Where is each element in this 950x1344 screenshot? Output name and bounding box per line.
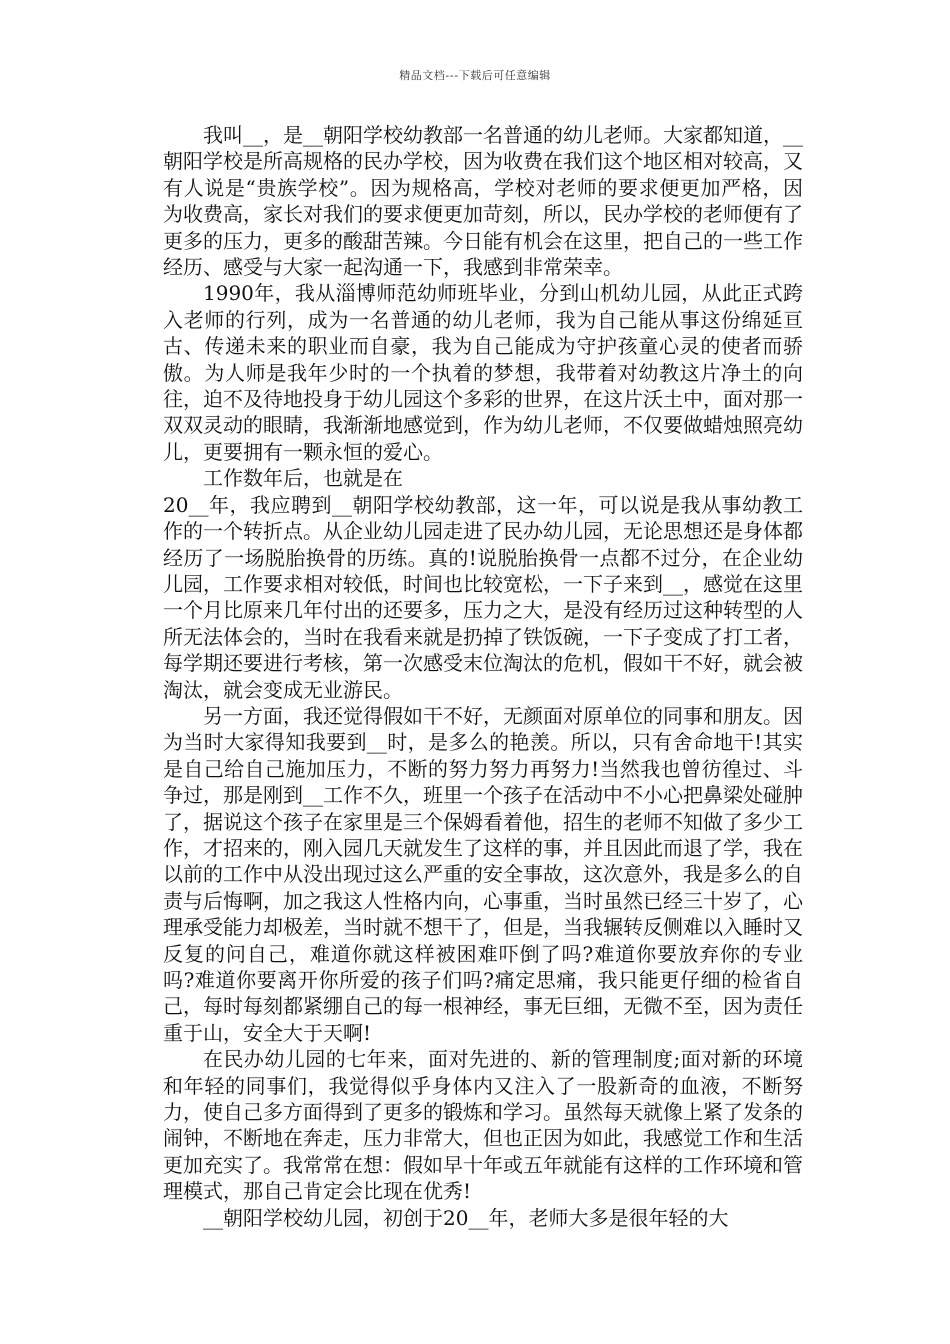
paragraph-career-start: 1990年，我从淄博师范幼师班毕业，分到山机幼儿园，从此正式跨入老师的行列，成为一名普通的幼儿老师，我为自己能从事这份绵延亘古、传递未来的职业而自豪，我为自己能成为守护孩童心灵的使者而骄傲。为人师是我年少时的一个执着的梦想，我带着对幼教这片净土的向往，迫不及待地投身于幼儿园这个多彩的世界，在这片沃土中，面对那一双双灵动的眼睛，我渐渐地感觉到，作为幼儿老师，不仅要做蜡烛照亮幼儿，更要拥有一颗永恒的爱心。 bbox=[163, 281, 803, 464]
document-body bbox=[163, 122, 803, 1231]
paragraph-turning-point: 20__年，我应聘到__朝阳学校幼教部，这一年，可以说是我从事幼教工作的一个转折点。从企业幼儿园走进了民办幼儿园，无论思想还是身体都经历了一场脱胎换骨的历练。真的!说脱胎换骨一点都不过分，在企业幼儿园，工作要求相对较低，时间也比较宽松，一下子来到__，感觉在这里一个月比原来几年付出的还要多，压力之大，是没有经历过这种转型的人所无法体会的，当时在我看来就是扔掉了铁饭碗，一下子变成了打工者，每学期还要进行考核，第一次感受末位淘汰的危机，假如干不好，就会被淘汰，就会变成无业游民。 bbox=[163, 492, 803, 702]
paragraph-pressure: 另一方面，我还觉得假如干不好，无颜面对原单位的同事和朋友。因为当时大家得知我要到__时，是多么的艳羡。所以，只有舍命地干!其实是自己给自己施加压力，不断的努力努力再努力!当然我也曾彷徨过、斗争过，那是刚到__工作不久，班里一个孩子在活动中不小心把鼻梁处碰肿了，据说这个孩子在家里是三个保姆看着他，招生的老师不知做了多少工作，才招来的，刚入园几天就发生了这样的事，并且因此而退了学，我在以前的工作中从没出现过这么严重的安全事故，这次意外，我是多么的自责与后悔啊，加之我这人性格内向，心事重，当时虽然已经三十岁了，心理承受能力却极差，当时就不想干了，但是，当我辗转反侧难以入睡时又反复的问自己，难道你就这样被困难吓倒了吗?难道你要放弃你的专业吗?难道你要离开你所爱的孩子们吗?痛定思痛，我只能更仔细的检省自己，每时每刻都紧绷自己的每一根神经，事无巨细，无微不至，因为责任重于山，安全大于天啊! bbox=[163, 703, 803, 1045]
paragraph-kindergarten: __朝阳学校幼儿园，初创于20__年，老师大多是很年轻的大 bbox=[203, 1205, 729, 1230]
paragraph-introduction: 我叫__，是__朝阳学校幼教部一名普通的幼儿老师。大家都知道，__朝阳学校是所高规格的民办学校，因为收费在我们这个地区相对较高，又有人说是“贵族学校”。因为规格高，学校对老师的要求便更加严格，因为收费高，家长对我们的要求便更加苛刻，所以，民办学校的老师便有了更多的压力，更多的酸甜苦辣。今日能有机会在这里，把自己的一些工作经历、感受与大家一起沟通一下，我感到非常荣幸。 bbox=[163, 123, 803, 280]
paragraph-seven-years: 在民办幼儿园的七年来，面对先进的、新的管理制度;面对新的环境和年轻的同事们，我觉得似乎身体内又注入了一股新奇的血液，不断努力，使自己多方面得到了更多的锻炼和学习。虽然每天就像上紧了发条的闹钟，不断地在奔走，压力非常大，但也正因为如此，我感觉工作和生活更加充实了。我常常在想：假如早十年或五年就能有这样的工作环境和管理模式，那自己肯定会比现在优秀! bbox=[163, 1047, 803, 1204]
paragraph-years-later: 工作数年后，也就是在 bbox=[203, 466, 403, 491]
page-header: 精品文档---下载后可任意编辑 bbox=[399, 69, 551, 82]
